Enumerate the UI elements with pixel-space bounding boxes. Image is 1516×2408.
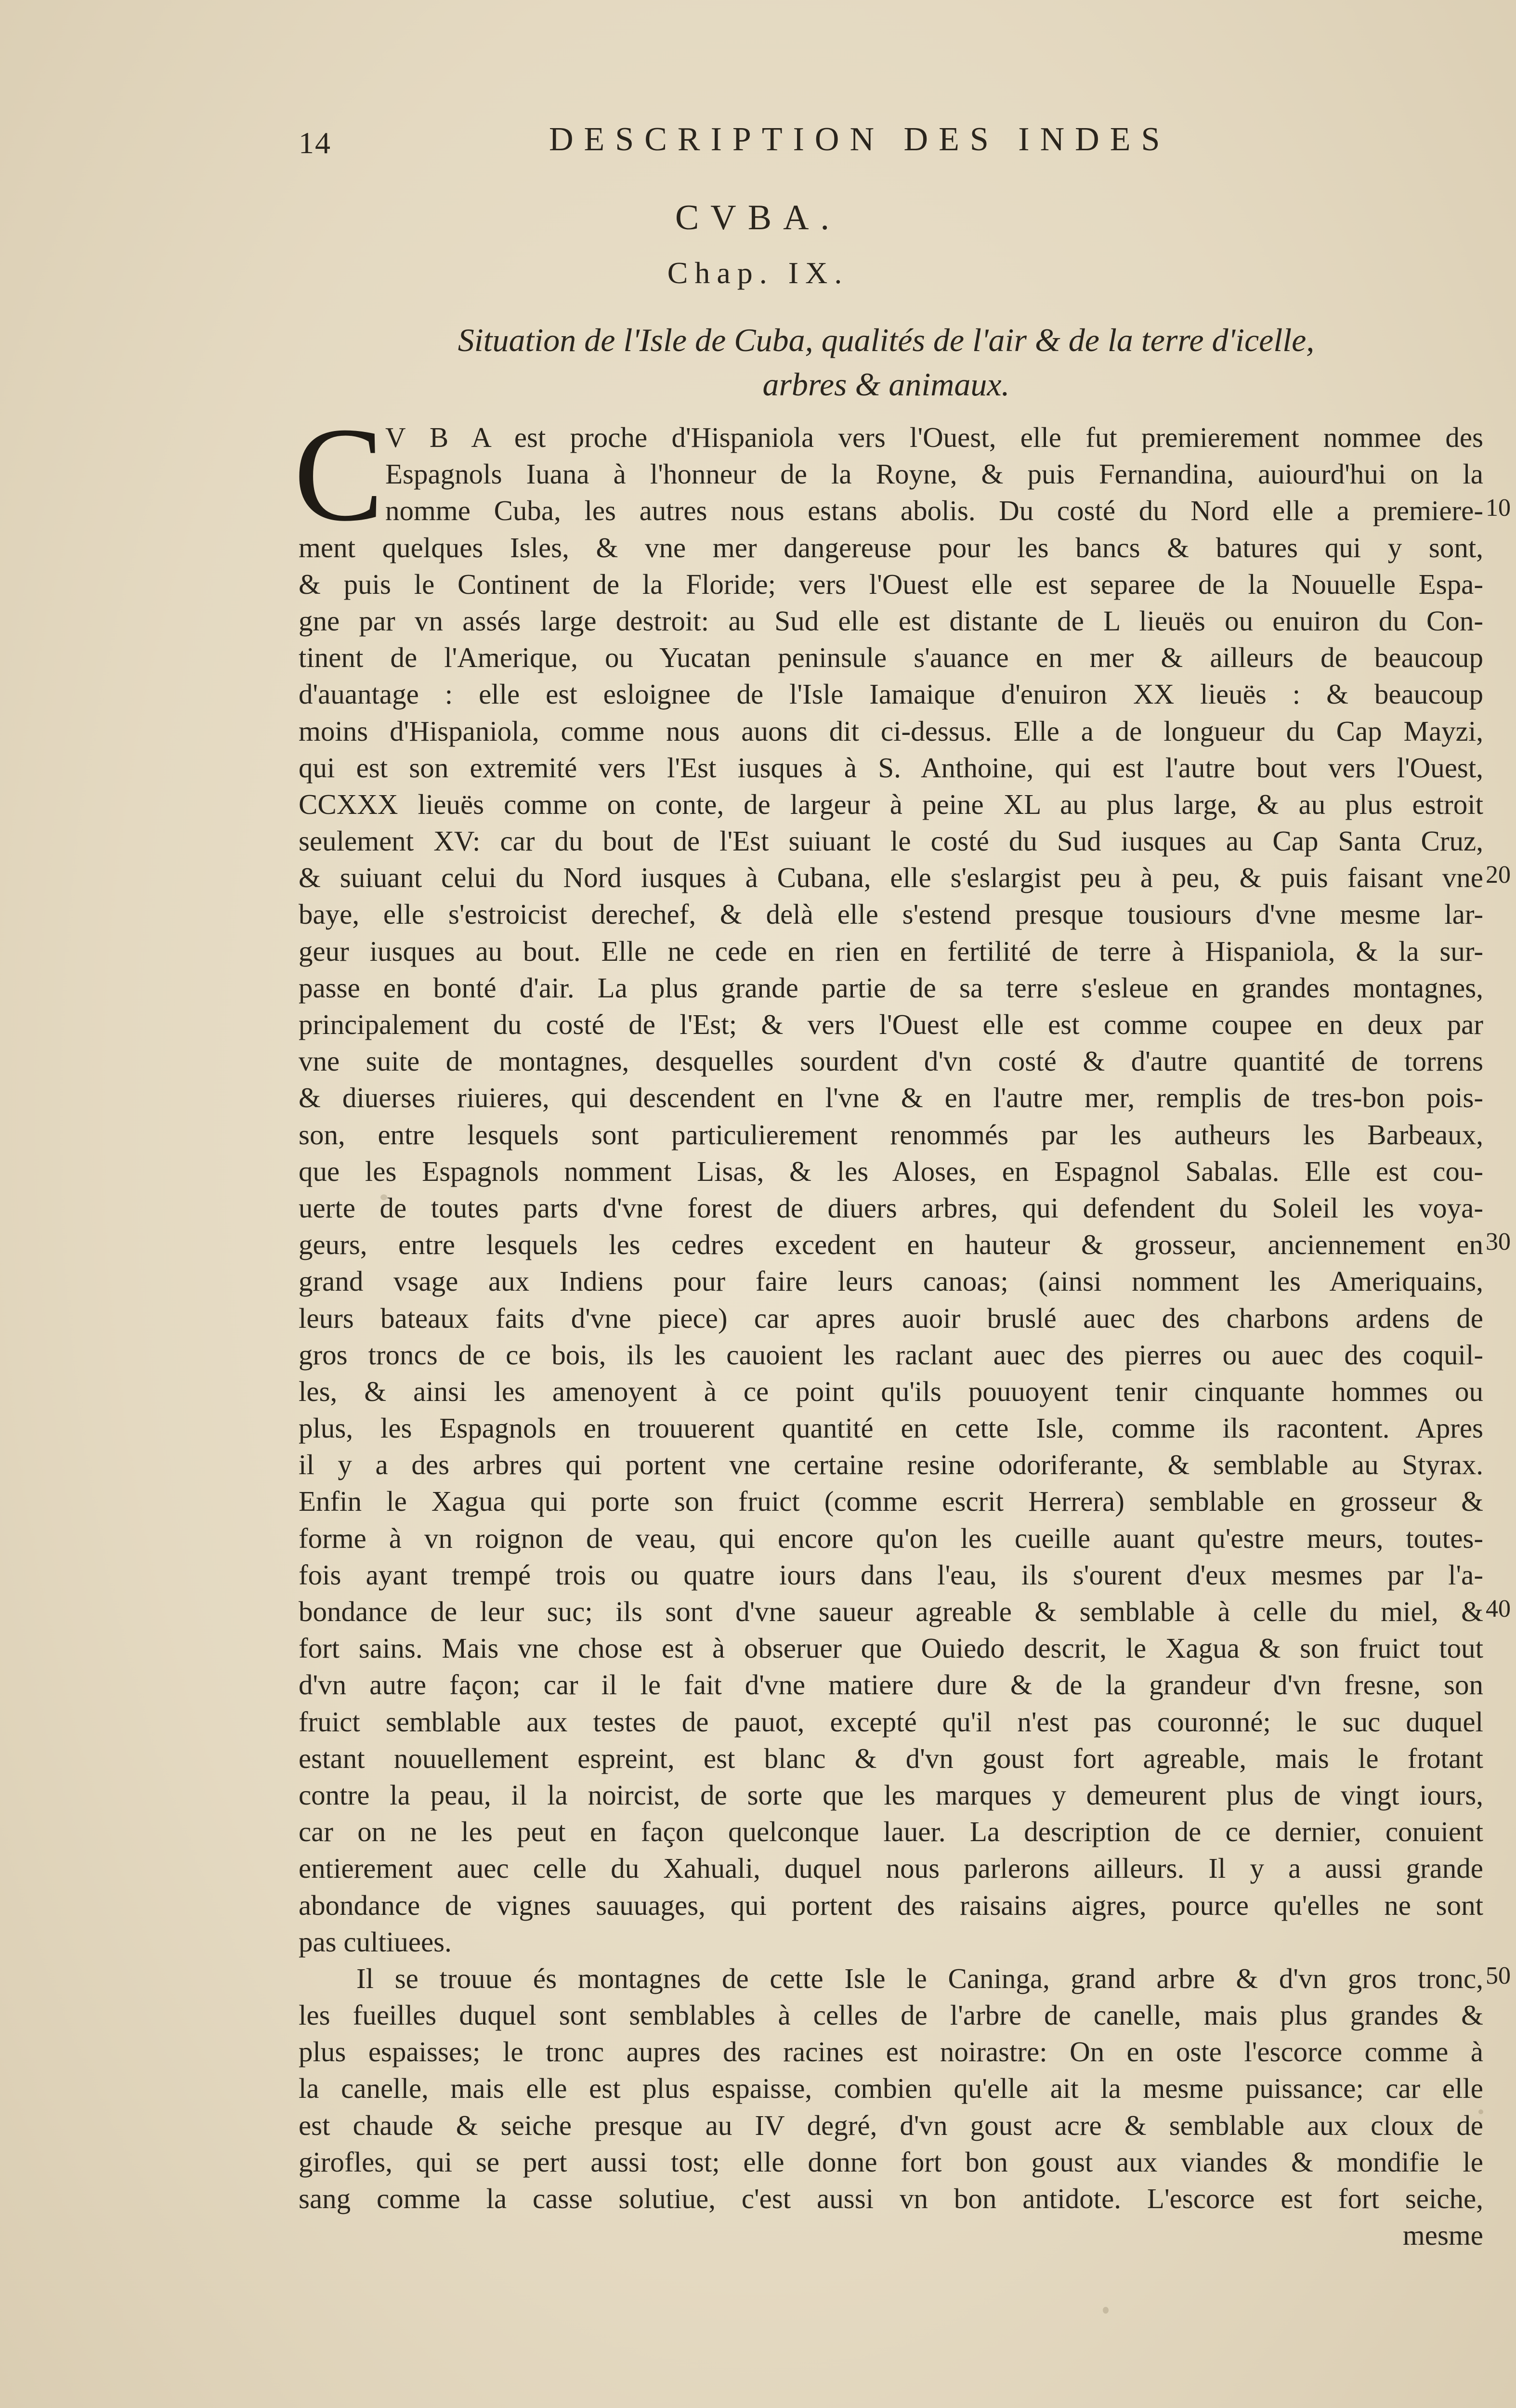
text-line: girofles, qui se pert aussi tost; elle donne fort bon goust aux viandes & mondifie le <box>299 2146 1483 2178</box>
running-head <box>299 120 1445 173</box>
text-line: les fueilles duquel sont semblables à celles de l'arbre de canelle, mais plus grandes & <box>299 1999 1483 2031</box>
running-title: DESCRIPTION DES INDES <box>549 121 1171 158</box>
chapter-summary-line: Situation de l'Isle de Cuba, qualités de l'air & de la terre d'icelle, <box>457 322 1315 358</box>
drop-cap: C <box>294 399 384 549</box>
text-line: passe en bonté d'air. La plus grande partie de sa terre s'esleue en grandes montagnes, <box>299 971 1483 1004</box>
text-line: nomme Cuba, les autres nous estans abolis. Du costé du Nord elle a premiere- <box>385 495 1483 527</box>
text-line: fois ayant trempé trois ou quatre iours dans l'eau, ils s'ourent d'eux mesmes par l'a- <box>299 1558 1483 1591</box>
text-line: bondance de leur suc; ils sont d'vne saueur agreable & semblable à celle du miel, & <box>299 1596 1483 1627</box>
margin-line-number: 50 <box>1486 1962 1511 1989</box>
text-line: que les Espagnols nomment Lisas, & les Aloses, en Espagnol Sabalas. Elle est cou- <box>299 1155 1483 1187</box>
margin-line-number: 40 <box>1486 1595 1511 1623</box>
text-line: principalement du costé de l'Est; & vers l'Ouest elle est comme coupee en deux par <box>299 1008 1483 1040</box>
text-line: moins d'Hispaniola, comme nous auons dit ci-dessus. Elle a de longueur du Cap Mayzi, <box>299 715 1483 747</box>
page-number: 14 <box>299 126 331 160</box>
text-line: plus, les Espagnols en trouuerent quantité en cette Isle, comme ils racontent. Apres <box>299 1412 1483 1444</box>
text-line: car on ne les peut en façon quelconque lauer. La description de ce dernier, conuient <box>299 1816 1483 1848</box>
text-line: gne par vn assés large destroit: au Sud elle est distante de L lieuës ou enuiron du Con- <box>299 604 1483 637</box>
text-line: CCXXX lieuës comme on conte, de largeur à peine XL au plus large, & au plus estroit <box>299 788 1483 820</box>
margin-line-number: 20 <box>1486 861 1511 889</box>
text-line: abondance de vignes sauuages, qui portent des raisains aigres, pource qu'elles ne sont <box>299 1889 1483 1921</box>
text-line: baye, elle s'estroicist derechef, & delà elle s'estend presque tousiours d'vne mesme lar- <box>299 898 1483 930</box>
text-line: plus espaisses; le tronc aupres des racines est noirastre: On en oste l'escorce comme à <box>299 2036 1483 2068</box>
chapter-summary-line: arbres & animaux. <box>762 366 1010 403</box>
text-line: sang comme la casse solutiue, c'est aussi vn bon antidote. L'escorce est fort seiche, <box>299 2183 1483 2214</box>
text-line: V B A est proche d'Hispaniola vers l'Ouest, elle fut premierement nommee des <box>385 421 1483 453</box>
text-line: pas cultiuees. <box>299 1925 452 1958</box>
margin-line-number: 30 <box>1486 1228 1511 1256</box>
body-text <box>299 419 1483 2253</box>
text-line: ment quelques Isles, & vne mer dangereuse pour les bancs & batures qui y sont, <box>299 531 1483 563</box>
text-line: d'auantage : elle est esloignee de l'Isle Iamaique d'enuiron XX lieuës : & beaucoup <box>299 678 1483 710</box>
catchword: mesme <box>1402 2219 1483 2251</box>
text-line: estant nouuellement espreint, est blanc & d'vn goust fort agreable, mais le frotant <box>299 1742 1483 1774</box>
text-line: gros troncs de ce bois, ils les cauoient les raclant auec des pierres ou auec des coquil- <box>299 1338 1483 1371</box>
text-line: contre la peau, il la noircist, de sorte que les marques y demeurent plus de vingt iours, <box>299 1779 1483 1811</box>
text-line: & diuerses riuieres, qui descendent en l'vne & en l'autre mer, remplis de tres-bon pois- <box>299 1082 1483 1114</box>
text-line: forme à vn roignon de veau, qui encore qu'on les cueille auant qu'estre meurs, toutes- <box>299 1522 1483 1554</box>
text-line: Espagnols Iuana à l'honneur de la Royne, & puis Fernandina, auiourd'hui on la <box>385 458 1483 490</box>
chapter-summary <box>356 318 1416 406</box>
text-line: leurs bateaux faits d'vne piece) car apres auoir bruslé auec des charbons ardens de <box>299 1302 1483 1334</box>
text-line: & suiuant celui du Nord iusques à Cubana, elle s'eslargist peu à peu, & puis faisant vne <box>299 862 1483 894</box>
text-line: & puis le Continent de la Floride; vers l'Ouest elle est separee de la Nouuelle Espa- <box>299 568 1483 600</box>
text-line: d'vn autre façon; car il le fait d'vne matiere dure & de la grandeur d'vn fresne, son <box>299 1669 1483 1701</box>
ink-spot <box>1103 2307 1109 2314</box>
text-line: est chaude & seiche presque au IV degré, d'vn goust acre & semblable aux cloux de <box>299 2109 1483 2141</box>
text-line: Enfin le Xagua qui porte son fruict (comme escrit Herrera) semblable en grosseur & <box>299 1485 1483 1518</box>
text-line: Il se trouue és montagnes de cette Isle le Caninga, grand arbre & d'vn gros tronc, <box>356 1962 1483 1994</box>
text-line: tinent de l'Amerique, ou Yucatan peninsule s'auance en mer & ailleurs de beaucoup <box>299 641 1483 674</box>
text-line: grand vsage aux Indiens pour faire leurs canoas; (ainsi nomment les Ameriquains, <box>299 1265 1483 1297</box>
text-line: fruict semblable aux testes de pauot, excepté qu'il n'est pas couronné; le suc duquel <box>299 1705 1483 1738</box>
text-line: qui est son extremité vers l'Est iusques à S. Anthoine, qui est l'autre bout vers l'Ouest, <box>299 751 1483 784</box>
text-line: les, & ainsi les amenoyent à ce point qu'ils pouuoyent tenir cinquante hommes ou <box>299 1375 1483 1407</box>
text-line: seulement XV: car du bout de l'Est suiuant le costé du Sud iusques au Cap Santa Cruz, <box>299 825 1483 857</box>
text-line: fort sains. Mais vne chose est à obseruer que Ouiedo descrit, le Xagua & son fruict tout <box>299 1632 1483 1664</box>
text-line: la canelle, mais elle est plus espaisse, combien qu'elle ait la mesme puissance; car elle <box>299 2072 1483 2105</box>
text-line: uerte de toutes parts d'vne forest de diuers arbres, qui defendent du Soleil les voya- <box>299 1191 1483 1224</box>
margin-line-number: 10 <box>1486 494 1511 522</box>
text-line: son, entre lesquels sont particulierement renommés par les autheurs les Barbeaux, <box>299 1118 1483 1151</box>
text-line: geurs, entre lesquels les cedres excedent en hauteur & grosseur, anciennement en <box>299 1229 1483 1261</box>
text-line: vne suite de montagnes, desquelles sourdent d'vn costé & d'autre quantité de torrens <box>299 1045 1483 1077</box>
chapter-number: Chap. IX. <box>667 256 849 290</box>
text-line: geur iusques au bout. Elle ne cede en rien en fertilité de terre à Hispaniola, & la sur- <box>299 935 1483 967</box>
text-line: entierement auec celle du Xahuali, duquel nous parlerons ailleurs. Il y a aussi grande <box>299 1852 1483 1885</box>
chapter-title: CVBA. <box>675 198 841 237</box>
text-line: il y a des arbres qui portent vne certaine resine odoriferante, & semblable au Styrax. <box>299 1449 1483 1481</box>
